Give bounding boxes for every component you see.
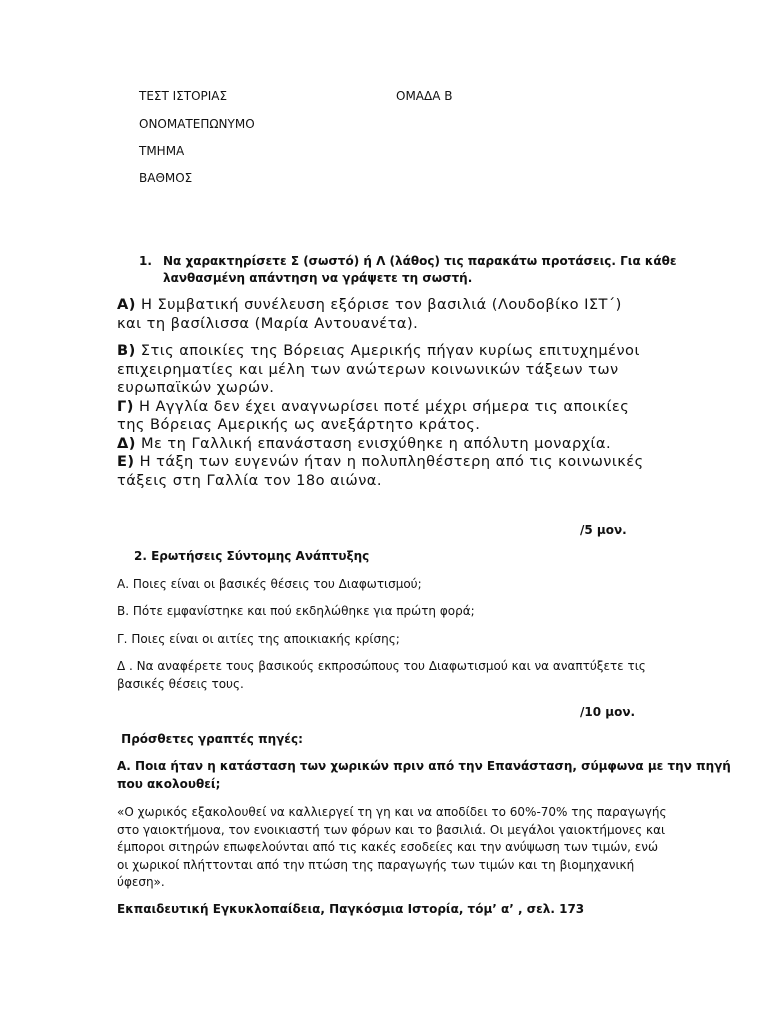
question-d-line1: Δ . Να αναφέρετε τους βασικούς εκπροσώπους του Διαφωτισμού και να αναπτύξετε τις (117, 659, 646, 673)
quote-line: ύφεση». (117, 875, 165, 889)
question-b: Β. Πότε εμφανίστηκε και πού εκδηλώθηκε για πρώτη φορά; (117, 604, 475, 618)
section3-title: Πρόσθετες γραπτές πηγές: (117, 732, 303, 746)
statement-letter: Γ) (117, 397, 134, 415)
statement-b (117, 342, 677, 398)
quote-line: οι χωρικοί πλήττονται από την πτώση της παραγωγής των τιμών και τη βιομηχανική (117, 857, 635, 872)
class-label: ΤΜΗΜΑ (139, 144, 185, 158)
section1-number: 1. (139, 254, 152, 268)
section2-score: /10 μον. (580, 705, 636, 719)
statement-letter: Ε) (117, 453, 135, 470)
statement-letter: Δ) (117, 434, 136, 452)
source-question-line2: που ακολουθεί; (117, 777, 221, 791)
statement-letter: Β) (117, 342, 136, 359)
statement-letter: Α) (117, 296, 136, 313)
statement-text: Στις αποικίες της Βόρειας Αμερικής πήγαν κυρίως επιτυχημένοι (140, 342, 640, 359)
question-d-line2: βασικές θέσεις τους. (117, 677, 244, 691)
source-citation: Εκπαιδευτική Εγκυκλοπαίδεια, Παγκόσμια Ιστορία, τόμ’ α’ , σελ. 173 (117, 902, 585, 916)
statement-text: Με τη Γαλλική επανάσταση ενισχύθηκε η απόλυτη μοναρχία. (140, 434, 612, 452)
statement-text: Η τάξη των ευγενών ήταν η πολυπληθέστερη από τις κοινωνικές (139, 453, 644, 470)
quote-line: «Ο χωρικός εξακολουθεί να καλλιεργεί τη γη και να αποδίδει το 60%-70% της παραγωγής (117, 805, 667, 819)
statement-text: και τη βασίλισσα (Μαρία Αντουανέτα). (117, 314, 419, 332)
statement-text: της Βόρειας Αμερικής ως ανεξάρτητο κράτος. (117, 416, 481, 433)
section1-instruction-line2: λανθασμένη απάντηση να γράψετε τη σωστή. (163, 271, 473, 285)
statement-text: επιχειρηματίες και μέλη των ανώτερων κοινωνικών τάξεων των (117, 360, 619, 378)
section1-instruction-line1: Να χαρακτηρίσετε Σ (σωστό) ή Λ (λάθος) τις παρακάτω προτάσεις. Για κάθε (163, 254, 677, 268)
statement-text: τάξεις στη Γαλλία τον 18ο αιώνα. (117, 471, 382, 489)
quote-line: στο γαιοκτήμονα, τον ενοικιαστή των φόρων και το βασιλιά. Οι μεγάλοι γαιοκτήμονες και (117, 822, 666, 837)
source-question-line1: Α. Ποια ήταν η κατάσταση των χωρικών πριν από την Επανάσταση, σύμφωνα με την πηγή (117, 759, 731, 773)
statement-a (117, 296, 677, 333)
statement-c (117, 398, 677, 435)
statement-d (117, 435, 677, 454)
name-label: ΟΝΟΜΑΤΕΠΩΝΥΜΟ (139, 117, 255, 131)
statement-text: Η Συμβατική συνέλευση εξόρισε τον βασιλιά (Λουδοβίκο ΙΣΤ΄) (140, 296, 622, 313)
true-false-list (117, 296, 677, 490)
grade-label: ΒΑΘΜΟΣ (139, 171, 193, 185)
statement-text: Η Αγγλία δεν έχει αναγνωρίσει ποτέ μέχρι σήμερα τις αποικίες (138, 397, 630, 415)
statement-text: ευρωπαϊκών χωρών. (117, 379, 275, 396)
quote-line: έμποροι σιτηρών επωφελούνται από τις κακές εσοδείες και την ανύψωση των τιμών, ενώ (117, 840, 659, 854)
statement-e (117, 453, 677, 490)
group-label: ΟΜΑΔΑ Β (396, 89, 453, 103)
source-quote (117, 804, 667, 892)
test-title: ΤΕΣΤ ΙΣΤΟΡΙΑΣ (139, 89, 228, 103)
question-a: Α. Ποιες είναι οι βασικές θέσεις του Διαφωτισμού; (117, 577, 422, 591)
section1-score: /5 μον. (580, 523, 627, 537)
section2-title: 2. Ερωτήσεις Σύντομης Ανάπτυξης (134, 549, 370, 563)
question-c: Γ. Ποιες είναι οι αιτίες της αποικιακής κρίσης; (117, 632, 400, 646)
